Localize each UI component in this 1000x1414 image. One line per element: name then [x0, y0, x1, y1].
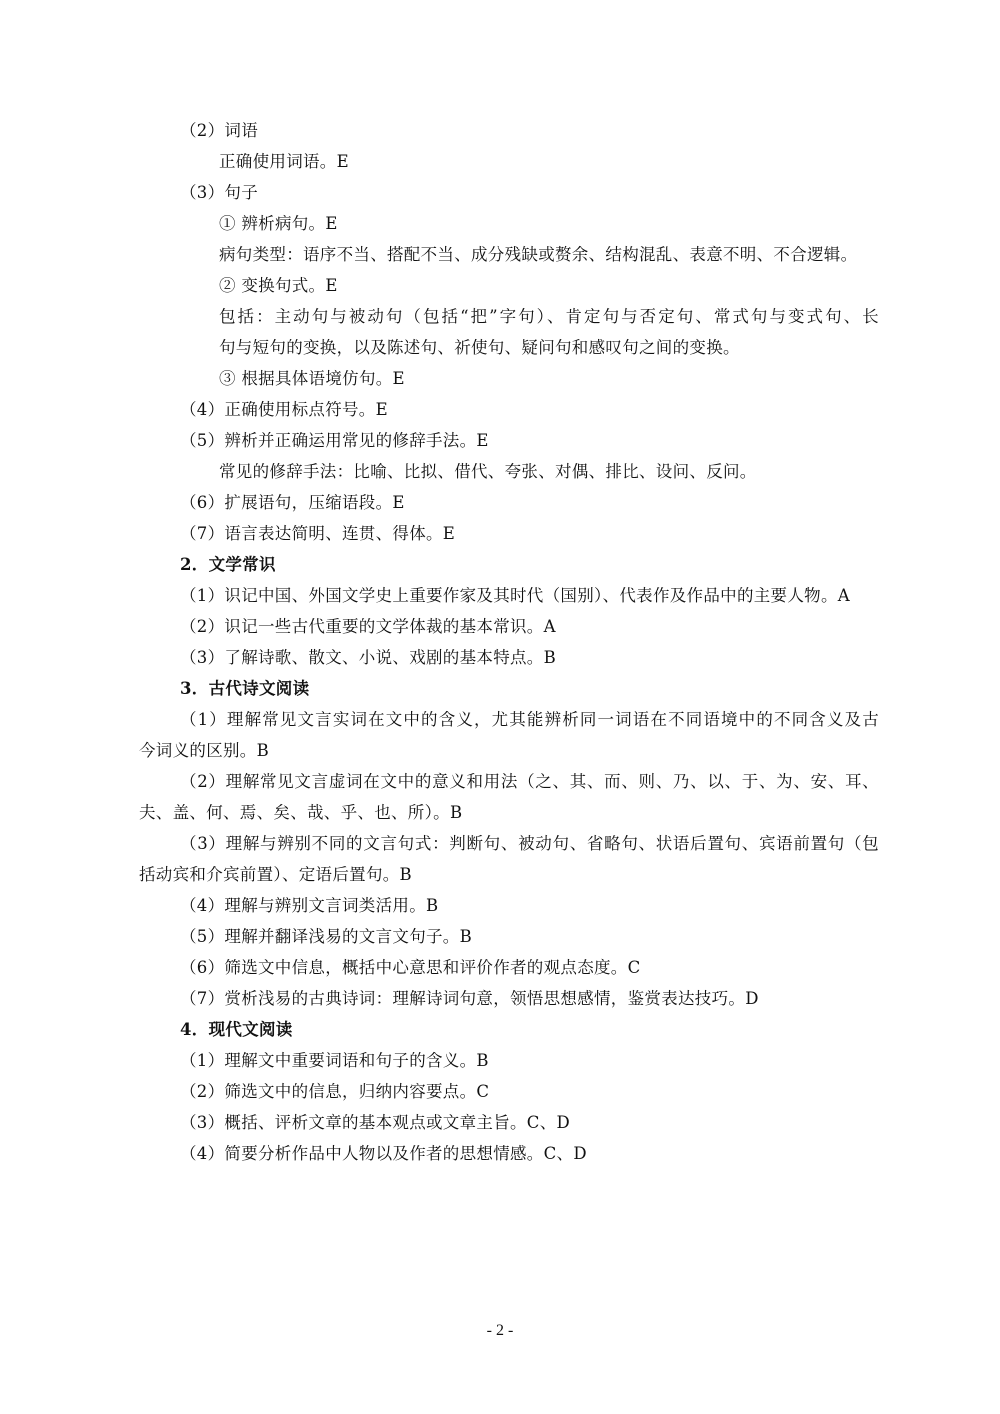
document-body: [139, 115, 879, 1169]
classical-item-6: （6）筛选文中信息，概括中心意思和评价作者的观点态度。C: [180, 958, 641, 977]
classical-item-2: （2）理解常见文言虚词在文中的意义和用法（之、其、而、则、乃、以、于、为、安、耳、: [180, 772, 879, 791]
page-number: - 2 -: [486, 1322, 514, 1339]
classical-item-1-cont: 今词义的区别。B: [139, 741, 270, 760]
item-5-rhetoric-desc: 常见的修辞手法：比喻、比拟、借代、夸张、对偶、排比、设问、反问。: [219, 462, 757, 481]
classical-item-5: （5）理解并翻译浅易的文言文句子。B: [180, 927, 473, 946]
section-heading-literature: 2．文学常识: [180, 555, 276, 574]
sub-item-2-desc: 包括：主动句与被动句（包括“把”字句）、肯定句与否定句、常式句与变式句、长: [219, 307, 879, 326]
item-2-words-desc: 正确使用词语。E: [219, 152, 349, 171]
classical-item-4: （4）理解与辨别文言词类活用。B: [180, 896, 439, 915]
classical-item-2-cont: 夫、盖、何、焉、矣、哉、乎、也、所）。B: [139, 803, 463, 822]
section-heading-classical: 3．古代诗文阅读: [180, 679, 310, 698]
item-2-words: （2）词语: [180, 121, 258, 140]
modern-item-1: （1）理解文中重要词语和句子的含义。B: [180, 1051, 489, 1070]
item-4-punctuation: （4）正确使用标点符号。E: [180, 400, 388, 419]
sub-item-1: ① 辨析病句。E: [219, 214, 338, 233]
literature-item-1: （1）识记中国、外国文学史上重要作家及其时代（国别）、代表作及作品中的主要人物。A: [180, 586, 850, 605]
modern-item-4: （4）简要分析作品中人物以及作者的思想情感。C、D: [180, 1144, 587, 1163]
classical-item-7: （7）赏析浅易的古典诗词：理解诗词句意，领悟思想感情，鉴赏表达技巧。D: [180, 989, 759, 1008]
modern-item-2: （2）筛选文中的信息，归纳内容要点。C: [180, 1082, 490, 1101]
classical-item-3-cont: 括动宾和介宾前置）、定语后置句。B: [139, 865, 412, 884]
literature-item-2: （2）识记一些古代重要的文学体裁的基本常识。A: [180, 617, 556, 636]
sub-item-2: ② 变换句式。E: [219, 276, 338, 295]
item-5-rhetoric: （5）辨析并正确运用常见的修辞手法。E: [180, 431, 489, 450]
sub-item-2-desc-cont: 句与短句的变换，以及陈述句、祈使句、疑问句和感叹句之间的变换。: [219, 338, 740, 357]
classical-item-3: （3）理解与辨别不同的文言句式：判断句、被动句、省略句、状语后置句、宾语前置句（包: [180, 834, 879, 853]
classical-item-1: （1）理解常见文言实词在文中的含义，尤其能辨析同一词语在不同语境中的不同含义及古: [180, 710, 879, 729]
item-3-sentences: （3）句子: [180, 183, 258, 202]
section-heading-modern: 4．现代文阅读: [180, 1020, 293, 1039]
modern-item-3: （3）概括、评析文章的基本观点或文章主旨。C、D: [180, 1113, 571, 1132]
sub-item-3: ③ 根据具体语境仿句。E: [219, 369, 405, 388]
item-6-expand: （6）扩展语句，压缩语段。E: [180, 493, 405, 512]
item-7-expression: （7）语言表达简明、连贯、得体。E: [180, 524, 456, 543]
sub-item-1-desc: 病句类型：语序不当、搭配不当、成分残缺或赘余、结构混乱、表意不明、不合逻辑。: [219, 245, 858, 264]
literature-item-3: （3）了解诗歌、散文、小说、戏剧的基本特点。B: [180, 648, 557, 667]
